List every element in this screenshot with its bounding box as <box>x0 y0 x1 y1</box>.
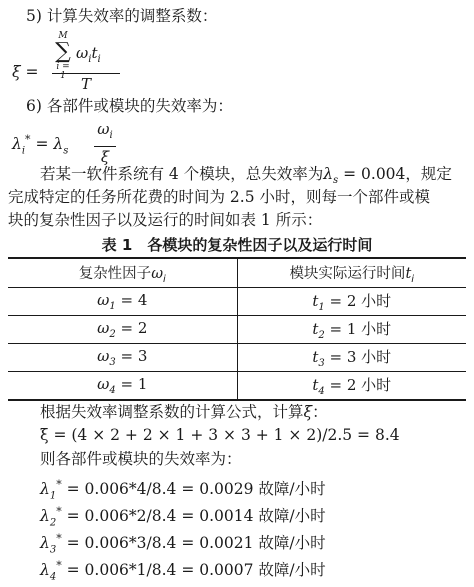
xi-formula-fraction <box>52 32 120 93</box>
cell-t-4: $t_4 = 2$ 小时 <box>237 372 466 401</box>
xi-calculation: ξ = (4 × 2 + 2 × 1 + 3 × 3 + 1 × 2)/2.5 = 8.4 <box>40 426 400 444</box>
paragraph-line-1: 若某一软件系统有 4 个模块，总失效率为$\lambda_s = 0.004$，规定 <box>40 165 452 187</box>
table-row <box>8 372 466 401</box>
header-complexity-factor: 复杂性因子$\omega_i$ <box>8 258 237 288</box>
xi-numerator <box>52 31 120 81</box>
cell-t-3: $t_3 = 3$ 小时 <box>237 344 466 372</box>
cell-t-1: $t_1 = 2$ 小时 <box>237 288 466 316</box>
omega-symbol: ω <box>76 44 89 62</box>
lambda-formula-lhs: $\lambda_i^* = \lambda_s$ <box>12 133 69 157</box>
sum-lower-limit: i = 1 <box>56 62 70 81</box>
t-symbol: t <box>91 44 98 62</box>
table-row <box>8 288 466 316</box>
cell-t-2: $t_2 = 1$ 小时 <box>237 316 466 344</box>
module-table <box>8 257 466 401</box>
lambda-formula-fraction: $\omega_i$ ξ <box>94 120 116 166</box>
xi-denominator: T <box>80 75 91 93</box>
result-lambda-4: $\lambda_4^* = 0.006*1/8.4 = 0.0007$ 故障/小时 <box>40 559 326 583</box>
sum-upper-limit: M <box>58 31 68 41</box>
paragraph-line-3: 块的复杂性因子以及运行的时间如表 1 所示： <box>8 211 323 229</box>
calc-intro: 根据失效率调整系数的计算公式，计算ξ： <box>40 403 328 421</box>
cell-omega-3: $\omega_3 = 3$ <box>8 344 237 372</box>
step6-heading: 6) 各部件或模块的失效率为： <box>26 97 233 115</box>
table-caption: 表 1 各模块的复杂性因子以及运行时间 <box>101 236 373 254</box>
t-subscript: i <box>97 54 101 65</box>
table-row <box>8 344 466 372</box>
table-header-row <box>8 258 466 288</box>
calc-then: 则各部件或模块的失效率为： <box>40 450 242 468</box>
result-lambda-2: $\lambda_2^* = 0.006*2/8.4 = 0.0014$ 故障/小时 <box>40 505 326 529</box>
sum-symbol: ∑ <box>55 39 71 64</box>
table-row <box>8 316 466 344</box>
omega-subscript: i <box>88 54 92 65</box>
cell-omega-2: $\omega_2 = 2$ <box>8 316 237 344</box>
paragraph-line-2: 完成特定的任务所花费的时间为 2.5 小时，则每一个部件或模 <box>8 188 431 206</box>
cell-omega-4: $\omega_4 = 1$ <box>8 372 237 401</box>
header-run-time: 模块实际运行时间$t_i$ <box>237 258 466 288</box>
step5-heading: 5) 计算失效率的调整系数： <box>26 7 218 25</box>
result-lambda-1: $\lambda_1^* = 0.006*4/8.4 = 0.0029$ 故障/小时 <box>40 478 326 502</box>
result-lambda-3: $\lambda_3^* = 0.006*3/8.4 = 0.0021$ 故障/小时 <box>40 532 326 556</box>
xi-formula-lhs: ξ = <box>12 63 39 81</box>
cell-omega-1: $\omega_1 = 4$ <box>8 288 237 316</box>
